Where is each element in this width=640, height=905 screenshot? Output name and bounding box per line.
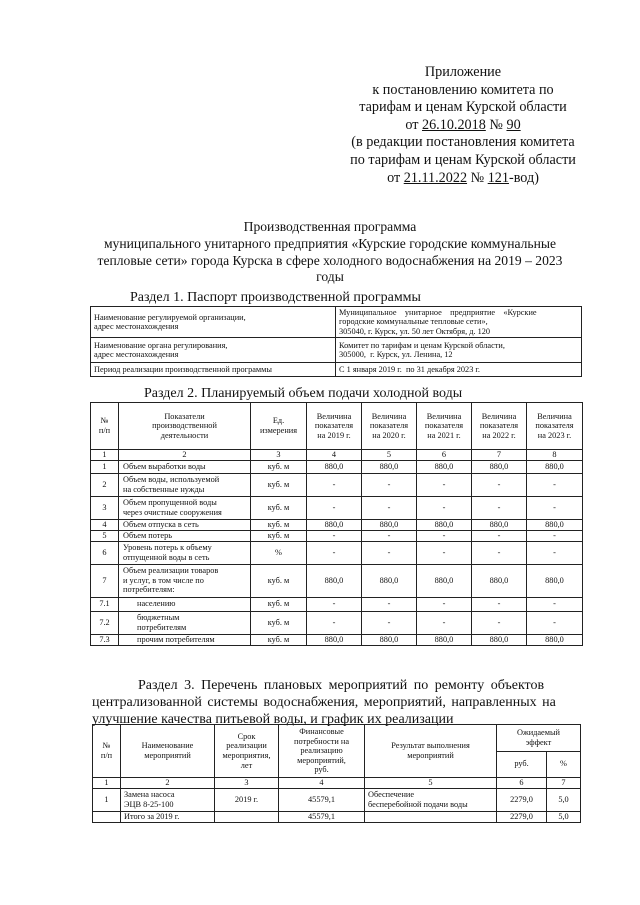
appendix-line-6: по тарифам и ценам Курской области <box>350 151 576 168</box>
row-value: 880,0 <box>527 634 583 645</box>
row-value: - <box>417 541 472 564</box>
row-value: - <box>417 530 472 541</box>
column-number: 4 <box>307 450 362 461</box>
row-value: 880,0 <box>362 634 417 645</box>
column-number: 8 <box>527 450 583 461</box>
row-indicator: бюджетным потребителям <box>119 611 251 634</box>
measure-result: Обеспечение бесперебойной подачи воды <box>365 788 497 811</box>
measure-effect-rub: 2279,0 <box>497 788 547 811</box>
row-value: - <box>362 611 417 634</box>
appendix-line-2: к постановлению комитета по <box>372 81 554 98</box>
row-unit: куб. м <box>251 611 307 634</box>
measure-term: 2019 г. <box>215 788 279 811</box>
row-value: 880,0 <box>362 460 417 473</box>
header-unit: Ед. измерения <box>251 403 307 450</box>
passport-label <box>91 307 336 338</box>
row-num: 2 <box>91 473 119 496</box>
row-num: 6 <box>91 541 119 564</box>
column-number: 5 <box>362 450 417 461</box>
appendix-line-7-prefix: от <box>387 169 404 186</box>
row-num: 1 <box>91 460 119 473</box>
row-num: 7.2 <box>91 611 119 634</box>
column-number: 3 <box>215 778 279 789</box>
table-row <box>91 496 583 519</box>
appendix-line-4-prefix: от <box>405 116 422 133</box>
table-row <box>91 564 583 597</box>
program-title <box>70 219 590 286</box>
row-num: 7.1 <box>91 597 119 611</box>
title-line-1: Производственная программа <box>243 219 417 234</box>
header-pct: % <box>547 751 581 778</box>
passport-value <box>336 307 582 338</box>
title-line-3: тепловые сети» города Курска в сфере холодного водоснабжения на 2019 – 2023 <box>97 252 563 268</box>
measure-num: 1 <box>93 788 121 811</box>
column-number: 6 <box>417 450 472 461</box>
table-header-row <box>91 403 583 450</box>
row-indicator: Объем пропущенной воды через очистные сооружения <box>119 496 251 519</box>
title-line-2: муниципального унитарного предприятия «Курские городские коммунальные <box>103 235 557 251</box>
row-unit: куб. м <box>251 634 307 645</box>
row-unit: куб. м <box>251 519 307 530</box>
section-3-line-1: Раздел 3. Перечень плановых мероприятий по ремонту объектов <box>138 678 545 693</box>
column-number: 5 <box>365 778 497 789</box>
row-value: 880,0 <box>417 634 472 645</box>
header-rub: руб. <box>497 751 547 778</box>
appendix-decree-number: 90 <box>506 116 521 133</box>
table-row <box>91 460 583 473</box>
total-empty-cell <box>215 811 279 822</box>
row-value: - <box>307 530 362 541</box>
row-value: 880,0 <box>307 460 362 473</box>
water-volume-rows <box>91 460 583 645</box>
row-unit: % <box>251 541 307 564</box>
header-num: № п/п <box>93 725 121 778</box>
row-value: - <box>472 597 527 611</box>
row-value: - <box>307 496 362 519</box>
row-unit: куб. м <box>251 496 307 519</box>
appendix-line-7 <box>318 170 608 188</box>
passport-label-line: Наименование регулируемой организации, <box>94 312 246 322</box>
passport-label <box>91 338 336 363</box>
column-number: 1 <box>93 778 121 789</box>
row-value: - <box>362 597 417 611</box>
measure-name: Замена насоса ЭЦВ 8-25-100 <box>121 788 215 811</box>
appendix-amendment-date: 21.11.2022 <box>403 169 468 186</box>
appendix-block <box>318 64 608 187</box>
row-value: - <box>362 541 417 564</box>
header-2019: Величина показателя на 2019 г. <box>307 403 362 450</box>
total-empty-cell <box>365 811 497 822</box>
column-number: 1 <box>91 450 119 461</box>
passport-value <box>336 338 582 363</box>
row-value: - <box>362 496 417 519</box>
appendix-line-4-mid: № <box>485 116 507 133</box>
row-indicator: Объем выработки воды <box>119 460 251 473</box>
table-row <box>91 541 583 564</box>
table-row <box>91 611 583 634</box>
row-value: - <box>307 541 362 564</box>
row-indicator: Объем воды, используемой на собственные нужды <box>119 473 251 496</box>
appendix-line-1: Приложение <box>424 64 502 80</box>
passport-value-line: Комитет по тарифам и ценам Курской области, <box>339 340 505 350</box>
row-value: 880,0 <box>362 564 417 597</box>
row-value: 880,0 <box>417 519 472 530</box>
header-2023: Величина показателя на 2023 г. <box>527 403 583 450</box>
row-value: 880,0 <box>307 634 362 645</box>
row-value: 880,0 <box>527 460 583 473</box>
appendix-line-7-mid: № <box>467 169 488 186</box>
row-unit: куб. м <box>251 530 307 541</box>
section-3-line-3: улучшение качества питьевой воды, и график их реализации <box>92 712 454 727</box>
row-indicator: населению <box>119 597 251 611</box>
row-value: 880,0 <box>362 519 417 530</box>
header-measure-name: Наименование мероприятий <box>121 725 215 778</box>
appendix-amendment-number: 121 <box>487 169 509 186</box>
row-value: - <box>362 530 417 541</box>
header-2022: Величина показателя на 2022 г. <box>472 403 527 450</box>
section-3-heading <box>92 677 580 728</box>
row-value: - <box>527 597 583 611</box>
total-empty-cell <box>93 811 121 822</box>
column-number-row <box>91 450 583 461</box>
header-indicator: Показатели производственной деятельности <box>119 403 251 450</box>
appendix-decree-date: 26.10.2018 <box>421 116 486 133</box>
table-row <box>93 788 581 811</box>
measure-effect-pct: 5,0 <box>547 788 581 811</box>
total-effect-pct: 5,0 <box>547 811 581 822</box>
passport-label-line: адрес местонахождения <box>94 350 179 360</box>
passport-label-line: Наименование органа регулирования, <box>94 340 228 350</box>
row-value: 880,0 <box>472 564 527 597</box>
header-effect: Ожидаемый эффект <box>497 725 581 752</box>
column-number: 7 <box>472 450 527 461</box>
row-value: 880,0 <box>527 519 583 530</box>
row-unit: куб. м <box>251 460 307 473</box>
row-num: 3 <box>91 496 119 519</box>
header-2021: Величина показателя на 2021 г. <box>417 403 472 450</box>
row-value: - <box>527 496 583 519</box>
row-unit: куб. м <box>251 564 307 597</box>
table-row <box>91 530 583 541</box>
passport-row <box>91 307 582 338</box>
passport-value-line: городские коммунальные тепловые сети», <box>339 317 488 327</box>
table-row <box>91 519 583 530</box>
row-value: 880,0 <box>527 564 583 597</box>
row-value: - <box>417 496 472 519</box>
header-num: № п/п <box>91 403 119 450</box>
row-value: - <box>527 473 583 496</box>
column-number: 2 <box>119 450 251 461</box>
passport-row <box>91 338 582 363</box>
measures-table <box>92 724 581 823</box>
total-label: Итого за 2019 г. <box>121 811 215 822</box>
measure-finance: 45579,1 <box>279 788 365 811</box>
column-number: 3 <box>251 450 307 461</box>
row-indicator: прочим потребителям <box>119 634 251 645</box>
total-row <box>93 811 581 822</box>
table-header-row <box>93 725 581 752</box>
row-value: - <box>472 473 527 496</box>
column-number: 2 <box>121 778 215 789</box>
appendix-line-4 <box>318 117 608 135</box>
header-result: Результат выполнения мероприятий <box>365 725 497 778</box>
row-indicator: Объем потерь <box>119 530 251 541</box>
appendix-line-5: (в редакции постановления комитета <box>351 134 575 151</box>
row-value: 880,0 <box>472 634 527 645</box>
row-num: 7.3 <box>91 634 119 645</box>
passport-value <box>336 363 582 377</box>
section-1-heading: Раздел 1. Паспорт производственной программы <box>130 290 421 305</box>
column-number: 4 <box>279 778 365 789</box>
header-term: Срок реализации мероприятия, лет <box>215 725 279 778</box>
row-value: - <box>472 611 527 634</box>
total-finance: 45579,1 <box>279 811 365 822</box>
row-value: 880,0 <box>472 460 527 473</box>
row-num: 5 <box>91 530 119 541</box>
row-value: - <box>362 473 417 496</box>
row-value: - <box>527 541 583 564</box>
row-value: - <box>417 597 472 611</box>
row-unit: куб. м <box>251 473 307 496</box>
row-value: - <box>527 530 583 541</box>
row-value: 880,0 <box>472 519 527 530</box>
section-2-heading: Раздел 2. Планируемый объем подачи холодной воды <box>144 386 463 401</box>
row-indicator: Объем реализации товаров и услуг, в том числе по потребителям: <box>119 564 251 597</box>
passport-value-line: 305000, г. Курск, ул. Ленина, 12 <box>339 350 453 360</box>
passport-row <box>91 363 582 377</box>
row-indicator: Уровень потерь к объему отпущенной воды в сеть <box>119 541 251 564</box>
title-line-4: годы <box>316 269 344 285</box>
column-number: 7 <box>547 778 581 789</box>
row-num: 4 <box>91 519 119 530</box>
passport-table <box>90 306 582 377</box>
row-unit: куб. м <box>251 597 307 611</box>
passport-label-line: Период реализации производственной программы <box>94 365 272 375</box>
row-value: - <box>472 496 527 519</box>
water-volume-table <box>90 402 583 646</box>
table-row <box>91 597 583 611</box>
row-num: 7 <box>91 564 119 597</box>
passport-label-line: адрес местонахождения <box>94 322 179 332</box>
row-value: - <box>307 473 362 496</box>
table-row <box>91 473 583 496</box>
column-number: 6 <box>497 778 547 789</box>
row-value: 880,0 <box>417 564 472 597</box>
row-value: 880,0 <box>417 460 472 473</box>
table-row <box>91 634 583 645</box>
row-value: 880,0 <box>307 519 362 530</box>
row-value: - <box>307 611 362 634</box>
section-3-line-2: централизованной системы водоснабжения, мероприятий, направленных на <box>92 695 556 710</box>
column-number-row <box>93 778 581 789</box>
passport-label <box>91 363 336 377</box>
appendix-line-7-suffix: -вод) <box>508 169 539 186</box>
row-value: - <box>307 597 362 611</box>
header-finance: Финансовые потребности на реализацию мероприятий, руб. <box>279 725 365 778</box>
row-indicator: Объем отпуска в сеть <box>119 519 251 530</box>
appendix-line-3: тарифам и ценам Курской области <box>359 99 567 116</box>
row-value: 880,0 <box>307 564 362 597</box>
passport-value-line: 305040, г. Курск, ул. 50 лет Октября, д. 120 <box>339 326 491 336</box>
total-effect-rub: 2279,0 <box>497 811 547 822</box>
passport-value-line: С 1 января 2019 г. по 31 декабря 2023 г. <box>339 365 480 375</box>
header-2020: Величина показателя на 2020 г. <box>362 403 417 450</box>
row-value: - <box>417 473 472 496</box>
row-value: - <box>472 530 527 541</box>
row-value: - <box>527 611 583 634</box>
row-value: - <box>417 611 472 634</box>
row-value: - <box>472 541 527 564</box>
passport-value-line: Муниципальное унитарное предприятие «Курские <box>339 308 537 317</box>
